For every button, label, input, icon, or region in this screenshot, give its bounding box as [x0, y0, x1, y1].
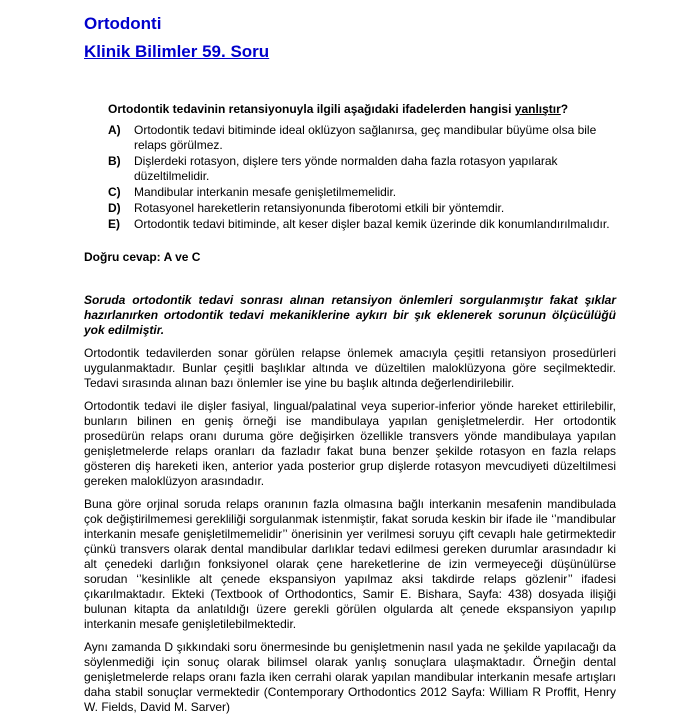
option-letter: D) — [108, 201, 121, 215]
explanation-paragraph-3: Buna göre orjinal soruda relaps oranının fazla olmasına bağlı interkanin mesafenin mandibulada çok değiştirilmemesi gerekliliği sorgulanmak istenmiştir, fakat soruda keskin bir ifade ile ‘’mandibular interkanin mesafe genişletilmemelidir’’ önerisinin yer verilmesi soruyu çift cevaplı hale getirmektedir çünkü transvers olarak dental mandibular darlıklar tedavi edilmesi gereken durumlar arasındadır ki alt çenedeki darlığın fonksiyonel olarak çene hareketlerine de izin vermeyeceği düşünülürse sorudan ‘’kesinlikle alt çenede ekspansiyon yapılmaz aksi takdirde relaps gözlenir’’ ifadesi çıkarılmaktadır. Ekteki (Textbook of Orthodontics, Samir E. Bishara, Sayfa: 438) dosyada ilişiği bulunan kitapta da anlatıldığı üzere gerekli görülen olgularda alt çenede ekspansiyon yapılıp interkanin mesafe genişletilebilmektedir. — [84, 497, 616, 631]
explanation-paragraph-1: Ortodontik tedavilerden sonar görülen relapse önlemek amacıyla çeşitli retansiyon prosedürleri uygulanmaktadır. Bunlar çeşitli başlıklar altında ve düzeltilen maloklüzyona göre seçilmektedir. Tedavi sırasında alınan bazı önlemler ise yine bu başlık altında değerlendirilebilir. — [84, 346, 616, 390]
page-title: Ortodonti — [84, 14, 162, 33]
question-stem: Ortodontik tedavinin retansiyonuyla ilgili aşağıdaki ifadelerden hangisi — [108, 102, 515, 116]
explanation-intro: Soruda ortodontik tedavi sonrası alınan retansiyon önlemleri sorgulanmıştır fakat şıklar hazırlanırken ortodontik tedavi mekaniklerine aykırı bir şık eklenerek sorunun ölçücülüğü yok edilmiştir. — [84, 293, 616, 337]
question-mark: ? — [560, 102, 569, 116]
option-text: Rotasyonel hareketlerin retansiyonunda fiberotomi etkili bir yöntemdir. — [134, 201, 505, 215]
option-d — [108, 201, 628, 216]
option-b — [108, 154, 628, 184]
option-text: Ortodontik tedavi bitiminde, alt keser dişler bazal kemik üzerinde dik konumlandırılmalıdır. — [134, 217, 610, 231]
question-text — [108, 102, 628, 116]
explanation — [84, 293, 616, 723]
option-letter: A) — [108, 123, 121, 137]
option-e — [108, 217, 628, 232]
option-text: Ortodontik tedavi bitiminde ideal oklüzyon sağlanırsa, geç mandibular büyüme olsa bile relaps görülmez. — [134, 123, 597, 152]
explanation-paragraph-4: Aynı zamanda D şıkkındaki soru önermesinde bu genişletmenin nasıl yada ne şekilde yapılacağı da söylenmediği için sonuç olarak bilimsel olarak yanlış sonuçlara ulaşmaktadır. Örneğin dental genişletmelerde relaps oranı fazla iken cerrahi olarak yapılan mandibular interkanin mesafe artışları daha stabil sonuçlar vermektedir (Contemporary Orthodontics 2012 Sayfa: William R Proffit, Henry W. Fields, David M. Sarver) — [84, 640, 616, 714]
question-emphasis: yanlıştır — [514, 102, 561, 116]
option-a — [108, 123, 628, 153]
answer-options — [108, 123, 628, 233]
option-letter: B) — [108, 154, 121, 168]
question-link[interactable]: Klinik Bilimler 59. Soru — [84, 42, 270, 61]
option-letter: E) — [108, 217, 120, 231]
correct-answer: Doğru cevap: A ve C — [84, 250, 201, 264]
option-text: Dişlerdeki rotasyon, dişlere ters yönde normalden daha fazla rotasyon yapılarak düzeltilmelidir. — [134, 154, 558, 183]
explanation-paragraph-2: Ortodontik tedavi ile dişler fasiyal, lingual/palatinal veya superior-inferior yönde hareket ettirilebilir, bunların bilinen en geniş örneği ise mandibulaya yapılan genişletmelerdir. Her ortodontik prosedürün relaps oranı duruma göre değişirken özellikle transvers yönde mandibulaya yapılan genişletmelerde relaps oranları da fazladır fakat buna benzer şekilde rotasyon en fazla relaps gösteren diş hareketi iken, anterior yada posterior grup dişlerde rotasyon mevcudiyeti düzeltilmesi gereken maloklüzyon arasındadır. — [84, 399, 616, 488]
option-letter: C) — [108, 185, 121, 199]
option-c — [108, 185, 628, 200]
option-text: Mandibular interkanin mesafe genişletilmemelidir. — [134, 185, 397, 199]
